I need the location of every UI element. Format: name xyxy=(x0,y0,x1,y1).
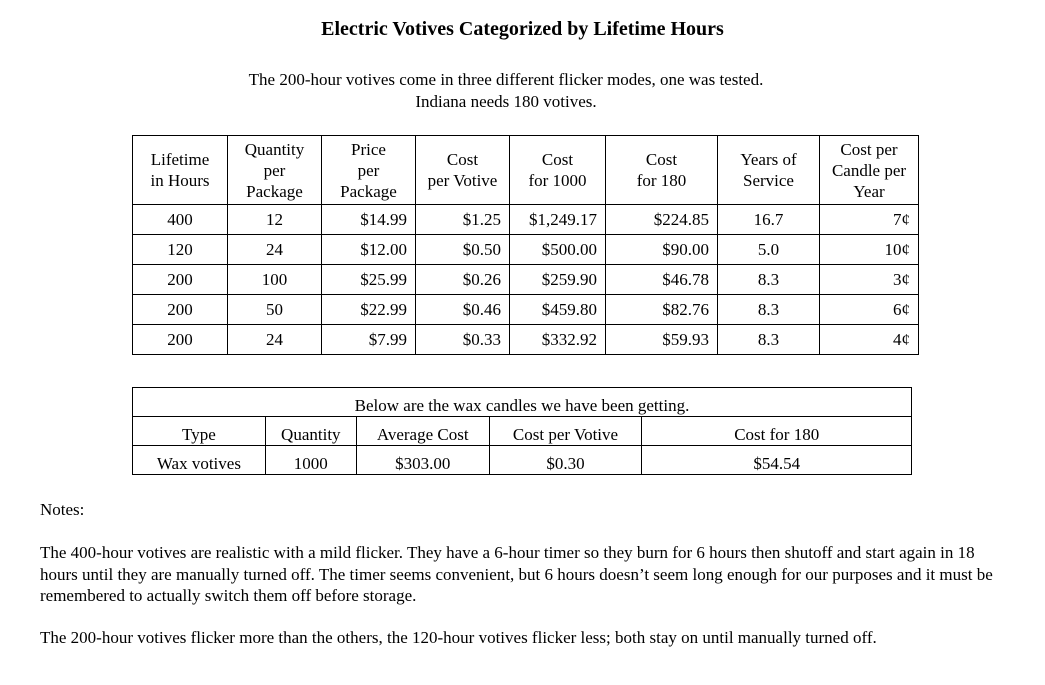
cell-quantity: 24 xyxy=(228,235,322,265)
notes-paragraph-2: The 200-hour votives flicker more than the others, the 120-hour votives flicker less; both stay on until manually turned off. xyxy=(40,628,877,647)
wax-header-quantity: Quantity xyxy=(265,417,356,446)
header-line: for 1000 xyxy=(528,171,587,190)
cell-cost-for-180: $59.93 xyxy=(606,325,718,355)
cell-quantity: 100 xyxy=(228,265,322,295)
cell-cost-for-1000: $259.90 xyxy=(510,265,606,295)
header-line: Package xyxy=(340,181,397,201)
header-line: Candle per xyxy=(831,160,907,180)
cell-cost-per-votive: $0.46 xyxy=(416,295,510,325)
wax-header-cost-for-180: Cost for 180 xyxy=(642,417,912,446)
cell-cost-per-votive: $0.33 xyxy=(416,325,510,355)
cell-lifetime: 120 xyxy=(133,235,228,265)
table-row xyxy=(133,295,919,325)
header-line: Lifetime xyxy=(150,150,210,169)
header-line: Service xyxy=(743,171,794,190)
wax-caption-row xyxy=(133,388,912,417)
cell-cost-per-candle-per-year: 7¢ xyxy=(820,205,919,235)
cell-quantity: 24 xyxy=(228,325,322,355)
cell-price: $14.99 xyxy=(322,205,416,235)
cell-cost-per-candle-per-year: 3¢ xyxy=(820,265,919,295)
intro-line-2: Indiana needs 180 votives. xyxy=(415,92,597,111)
header-line: per Votive xyxy=(427,171,498,190)
cell-lifetime: 200 xyxy=(133,295,228,325)
header-line: Cost xyxy=(645,150,678,169)
cell-cost-per-candle-per-year: 4¢ xyxy=(820,325,919,355)
header-cost-for-1000 xyxy=(510,136,606,205)
cell-cost-per-votive: $0.50 xyxy=(416,235,510,265)
cell-lifetime: 200 xyxy=(133,265,228,295)
header-line: Cost xyxy=(446,150,479,169)
cell-cost-for-1000: $332.92 xyxy=(510,325,606,355)
header-line: per xyxy=(357,160,380,180)
cell-quantity: 12 xyxy=(228,205,322,235)
table-row xyxy=(133,446,912,475)
cell-cost-per-candle-per-year: 10¢ xyxy=(820,235,919,265)
wax-cell-type: Wax votives xyxy=(133,446,266,475)
header-line: Package xyxy=(246,181,303,201)
notes-paragraph-1: The 400-hour votives are realistic with a mild flicker. They have a 6-hour timer so they burn for 6 hours then shutoff and start again in 18 hours until they are manually turned off. The timer seems convenient, but 6 hours doesn’t seem long enough for our purposes and it must be remembered to actually switch them off before storage. xyxy=(40,543,993,605)
header-lifetime xyxy=(133,136,228,205)
cell-cost-for-1000: $500.00 xyxy=(510,235,606,265)
header-line: Year xyxy=(853,181,885,201)
cell-cost-for-180: $90.00 xyxy=(606,235,718,265)
wax-candles-table xyxy=(132,387,912,475)
header-cost-per-votive xyxy=(416,136,510,205)
cell-price: $25.99 xyxy=(322,265,416,295)
header-cost-per-candle-per-year xyxy=(820,136,919,205)
cell-price: $12.00 xyxy=(322,235,416,265)
table-row xyxy=(133,205,919,235)
wax-cell-cost-for-180: $54.54 xyxy=(642,446,912,475)
cell-cost-per-votive: $0.26 xyxy=(416,265,510,295)
table-header-row xyxy=(133,136,919,205)
table-row xyxy=(133,325,919,355)
header-line: per xyxy=(263,160,286,180)
cell-price: $22.99 xyxy=(322,295,416,325)
cell-price: $7.99 xyxy=(322,325,416,355)
wax-cell-quantity: 1000 xyxy=(265,446,356,475)
header-line: Cost per xyxy=(840,139,898,159)
cell-cost-for-1000: $459.80 xyxy=(510,295,606,325)
cell-lifetime: 400 xyxy=(133,205,228,235)
wax-cell-cost-per-votive: $0.30 xyxy=(489,446,642,475)
cell-lifetime: 200 xyxy=(133,325,228,355)
header-line: Price xyxy=(351,139,386,159)
header-price-per-package xyxy=(322,136,416,205)
wax-header-row xyxy=(133,417,912,446)
wax-header-type: Type xyxy=(133,417,266,446)
cell-cost-for-1000: $1,249.17 xyxy=(510,205,606,235)
cell-cost-for-180: $46.78 xyxy=(606,265,718,295)
header-cost-for-180 xyxy=(606,136,718,205)
cell-quantity: 50 xyxy=(228,295,322,325)
cell-years-of-service: 8.3 xyxy=(718,295,820,325)
table-row xyxy=(133,265,919,295)
wax-header-average-cost: Average Cost xyxy=(356,417,489,446)
wax-header-cost-per-votive: Cost per Votive xyxy=(489,417,642,446)
lifetime-hours-table xyxy=(132,135,919,355)
header-line: in Hours xyxy=(150,171,210,190)
header-quantity-per-package xyxy=(228,136,322,205)
header-line: for 180 xyxy=(636,171,687,190)
table-row xyxy=(133,235,919,265)
cell-years-of-service: 5.0 xyxy=(718,235,820,265)
wax-cell-average-cost: $303.00 xyxy=(356,446,489,475)
header-line: Quantity xyxy=(244,139,305,159)
header-years-of-service xyxy=(718,136,820,205)
cell-years-of-service: 16.7 xyxy=(718,205,820,235)
wax-table-caption: Below are the wax candles we have been getting. xyxy=(133,388,912,417)
intro-line-1: The 200-hour votives come in three different flicker modes, one was tested. xyxy=(248,70,764,89)
cell-years-of-service: 8.3 xyxy=(718,325,820,355)
cell-cost-per-votive: $1.25 xyxy=(416,205,510,235)
header-line: Years of xyxy=(740,150,797,169)
cell-years-of-service: 8.3 xyxy=(718,265,820,295)
header-line: Cost xyxy=(541,150,574,169)
page-title: Electric Votives Categorized by Lifetime Hours xyxy=(321,18,724,40)
cell-cost-for-180: $82.76 xyxy=(606,295,718,325)
notes-label: Notes: xyxy=(40,500,85,519)
cell-cost-for-180: $224.85 xyxy=(606,205,718,235)
cell-cost-per-candle-per-year: 6¢ xyxy=(820,295,919,325)
